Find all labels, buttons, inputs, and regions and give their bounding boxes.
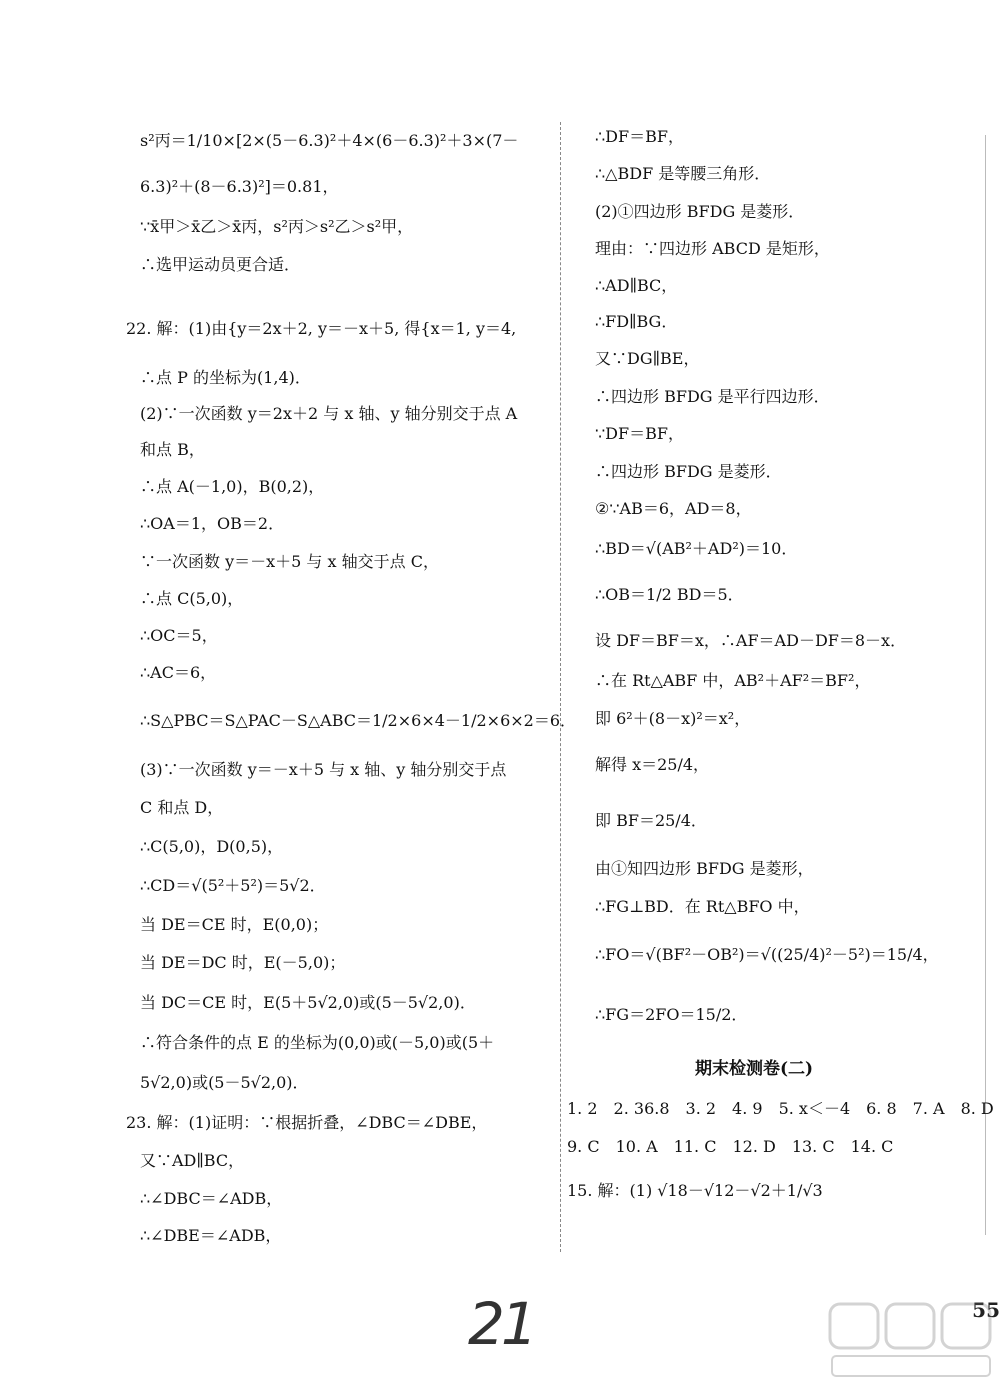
text-line: 由①知四边形 BFDG 是菱形， [595, 859, 814, 878]
text-line: 当 DC＝CE 时，E(5＋5√2,0)或(5－5√2,0)． [140, 993, 476, 1012]
problem-22-line: 22. 解：(1)由{y＝2x＋2, y＝－x＋5, 得{x＝1, y＝4, [126, 319, 517, 338]
text-line: (2)∵一次函数 y＝2x＋2 与 x 轴、y 轴分别交于点 A [140, 404, 518, 423]
text-line: ∴FG＝2FO＝15/2． [595, 1005, 748, 1024]
watermark-logo [828, 1300, 993, 1380]
text-line: 又∵AD∥BC， [140, 1151, 245, 1170]
text-line: 设 DF＝BF＝x，∴AF＝AD－DF＝8－x． [595, 631, 907, 650]
text-line: ∴FG⊥BD．在 Rt△BFO 中， [595, 897, 810, 916]
text-line: 即 6²＋(8－x)²＝x²， [595, 709, 751, 728]
page-number: 55 [972, 1298, 1000, 1322]
text-line: ∴△BDF 是等腰三角形． [595, 164, 771, 183]
text-line: ∴四边形 BFDG 是菱形． [595, 462, 782, 481]
text-line: 5√2,0)或(5－5√2,0)． [140, 1073, 309, 1092]
text-line: ∴OB＝1/2 BD＝5． [595, 585, 744, 604]
text-line: ∴FO＝√(BF²－OB²)＝√((25/4)²－5²)＝15/4， [595, 945, 939, 964]
text-line: ∴FD∥BG． [595, 312, 678, 331]
text-line: C 和点 D， [140, 798, 224, 817]
text-line: ∴∠DBC＝∠ADB， [140, 1189, 283, 1208]
text-line: ∵一次函数 y＝－x＋5 与 x 轴交于点 C， [140, 552, 439, 571]
section-title: 期末检测卷(二) [695, 1059, 814, 1079]
answer-line: 9. C 10. A 11. C 12. D 13. C 14. C [567, 1137, 894, 1156]
handwritten-number: 21 [468, 1290, 534, 1358]
text-line: ∴AC＝6， [140, 663, 217, 682]
text-line: ∴选甲运动员更合适． [140, 255, 301, 274]
text-line: ∴C(5,0)，D(0,5)， [140, 837, 284, 856]
text-line: ∴符合条件的点 E 的坐标为(0,0)或(－5,0)或(5＋ [140, 1033, 495, 1052]
text-line: ∴AD∥BC， [595, 276, 678, 295]
answer-line: 15. 解：(1) √18－√12－√2＋1/√3 [567, 1181, 823, 1200]
text-line: 解得 x＝25/4， [595, 755, 710, 774]
text-line: ∴DF＝BF， [595, 127, 684, 146]
text-line: 当 DE＝CE 时，E(0,0)； [140, 915, 329, 934]
text-line: (3)∵一次函数 y＝－x＋5 与 x 轴、y 轴分别交于点 [140, 760, 507, 779]
text-line: (2)①四边形 BFDG 是菱形． [595, 202, 805, 221]
text-line: ∵x̄甲＞x̄乙＞x̄丙，s²丙＞s²乙＞s²甲， [140, 217, 414, 236]
text-line: 6.3)²＋(8－6.3)²]＝0.81， [140, 177, 339, 196]
text-line: ∴∠DBE＝∠ADB， [140, 1226, 282, 1245]
text-line: ∴CD＝√(5²＋5²)＝5√2． [140, 876, 326, 895]
text-line: 理由：∵四边形 ABCD 是矩形， [595, 239, 830, 258]
answer-line: 1. 2 2. 36.8 3. 2 4. 9 5. x＜－4 6. 8 7. A 8. D [567, 1099, 994, 1118]
text-line: ∴OC＝5， [140, 626, 218, 645]
text-line: ②∵AB＝6，AD＝8， [595, 499, 752, 518]
text-line: ∴OA＝1，OB＝2． [140, 514, 285, 533]
text-line: ∴点 P 的坐标为(1,4)． [140, 368, 311, 387]
problem-23-line: 23. 解：(1)证明：∵根据折叠，∠DBC＝∠DBE， [126, 1113, 488, 1132]
text-line: ∵DF＝BF， [595, 424, 684, 443]
text-line: 和点 B， [140, 440, 205, 459]
text-line: ∴点 C(5,0)， [140, 589, 244, 608]
text-line: ∴S△PBC＝S△PAC－S△ABC＝1/2×6×4－1/2×6×2＝6． [140, 711, 577, 730]
text-line: ∴四边形 BFDG 是平行四边形． [595, 387, 830, 406]
text-line: ∴BD＝√(AB²＋AD²)＝10． [595, 539, 798, 558]
text-line: 又∵DG∥BE， [595, 349, 700, 368]
text-line: s²丙＝1/10×[2×(5－6.3)²＋4×(6－6.3)²＋3×(7－ [140, 131, 519, 150]
column-divider [560, 122, 561, 1252]
page-edge-rule [985, 135, 986, 1235]
text-line: ∴在 Rt△ABF 中，AB²＋AF²＝BF²， [595, 671, 871, 690]
text-line: 当 DE＝DC 时，E(－5,0)； [140, 953, 346, 972]
text-line: ∴点 A(－1,0)，B(0,2)， [140, 477, 325, 496]
text-line: 即 BF＝25/4． [595, 811, 707, 830]
